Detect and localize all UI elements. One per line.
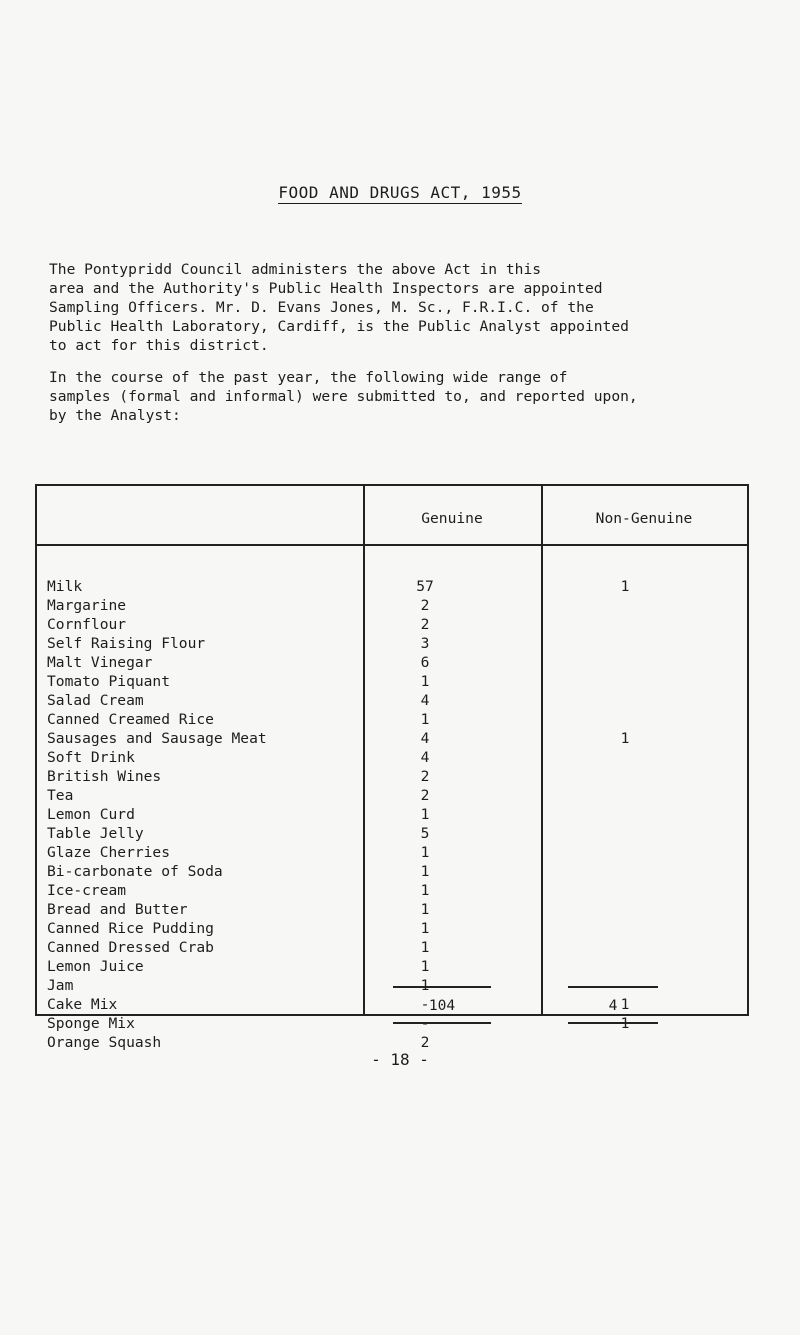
table-row: [35, 711, 749, 730]
genuine-count: -: [420, 996, 430, 1013]
table-row: [35, 939, 749, 958]
genuine-count: 1: [420, 939, 430, 956]
page-title: [0, 183, 800, 202]
table-row: [35, 901, 749, 920]
item-name: Sausages and Sausage Meat: [47, 730, 267, 747]
genuine-count: 2: [420, 597, 430, 614]
table-row: [35, 768, 749, 787]
non-genuine-total-underline: [568, 1022, 658, 1024]
table-row: [35, 920, 749, 939]
genuine-total-rule: [393, 986, 491, 988]
non-genuine-count: 1: [620, 578, 630, 595]
genuine-count: 1: [420, 958, 430, 975]
item-name: Milk: [47, 578, 83, 595]
genuine-count: 1: [420, 901, 430, 918]
non-genuine-count: 1: [620, 1015, 630, 1032]
genuine-count: 1: [420, 711, 430, 728]
genuine-count: 1: [420, 673, 430, 690]
genuine-count: 2: [420, 616, 430, 633]
table-row: [35, 635, 749, 654]
table-row: [35, 806, 749, 825]
table-row: [35, 844, 749, 863]
genuine-count: 1: [420, 920, 430, 937]
genuine-count: 1: [420, 806, 430, 823]
item-name: Cornflour: [47, 616, 127, 633]
genuine-count: 2: [420, 768, 430, 785]
genuine-count: -: [420, 1015, 430, 1032]
genuine-count: 1: [420, 863, 430, 880]
item-name: Canned Creamed Rice: [47, 711, 214, 728]
table-row: [35, 616, 749, 635]
table-row: [35, 863, 749, 882]
genuine-count: 2: [420, 1034, 430, 1051]
table-header-divider: [35, 544, 749, 546]
genuine-count: 4: [420, 730, 430, 747]
table-row: [35, 787, 749, 806]
item-name: Self Raising Flour: [47, 635, 206, 652]
table-row: [35, 578, 749, 597]
table-row: [35, 1015, 749, 1034]
table-row: [35, 654, 749, 673]
non-genuine-count: 1: [620, 730, 630, 747]
item-name: Jam: [47, 977, 74, 994]
header-genuine: Genuine: [421, 510, 483, 527]
table-row: [35, 958, 749, 977]
table-row: [35, 749, 749, 768]
item-name: Sponge Mix: [47, 1015, 135, 1032]
genuine-count: 2: [420, 787, 430, 804]
item-name: Ice-cream: [47, 882, 127, 899]
genuine-total: 104: [428, 997, 456, 1014]
item-name: Bread and Butter: [47, 901, 188, 918]
genuine-count: 4: [420, 749, 430, 766]
table-body: [35, 578, 749, 1053]
genuine-total-underline: [393, 1022, 491, 1024]
title-text: FOOD AND DRUGS ACT, 1955: [278, 183, 522, 202]
item-name: Lemon Juice: [47, 958, 144, 975]
table-row: [35, 597, 749, 616]
item-name: Canned Dressed Crab: [47, 939, 214, 956]
table-row: [35, 673, 749, 692]
table-row: [35, 882, 749, 901]
item-name: Tea: [47, 787, 74, 804]
genuine-count: 1: [420, 844, 430, 861]
genuine-count: 1: [420, 882, 430, 899]
genuine-count: 57: [416, 578, 434, 595]
item-name: Glaze Cherries: [47, 844, 171, 861]
non-genuine-count: 1: [620, 996, 630, 1013]
genuine-count: 1: [420, 977, 430, 994]
table-row: [35, 692, 749, 711]
table-row: [35, 825, 749, 844]
item-name: Orange Squash: [47, 1034, 162, 1051]
samples-table: [35, 484, 749, 1051]
item-name: Malt Vinegar: [47, 654, 153, 671]
table-row: [35, 730, 749, 749]
page-number: - 18 -: [371, 1050, 429, 1069]
non-genuine-total: 4: [608, 997, 618, 1014]
header-non-genuine: Non-Genuine: [595, 510, 693, 527]
intro-paragraph: The Pontypridd Council administers the above Act in this area and the Authority's Public Health Inspectors are appointed Sampling Officers. Mr. D. Evans Jones, M. Sc., F.R.I.C. of the Public Health Laboratory, Cardiff, is the Public Analyst appointed to act for this district.: [49, 261, 629, 354]
genuine-count: 6: [420, 654, 430, 671]
item-name: Bi-carbonate of Soda: [47, 863, 223, 880]
table-top-border: [35, 484, 749, 486]
item-name: Margarine: [47, 597, 127, 614]
item-name: British Wines: [47, 768, 162, 785]
samples-paragraph: In the course of the past year, the following wide range of samples (formal and informal) were submitted to, and reported upon, by the Analyst:: [49, 369, 638, 424]
item-name: Salad Cream: [47, 692, 144, 709]
item-name: Table Jelly: [47, 825, 144, 842]
genuine-count: 4: [420, 692, 430, 709]
genuine-count: 5: [420, 825, 430, 842]
genuine-count: 3: [420, 635, 430, 652]
item-name: Cake Mix: [47, 996, 118, 1013]
item-name: Soft Drink: [47, 749, 135, 766]
non-genuine-total-rule: [568, 986, 658, 988]
item-name: Lemon Curd: [47, 806, 135, 823]
item-name: Canned Rice Pudding: [47, 920, 214, 937]
item-name: Tomato Piquant: [47, 673, 171, 690]
